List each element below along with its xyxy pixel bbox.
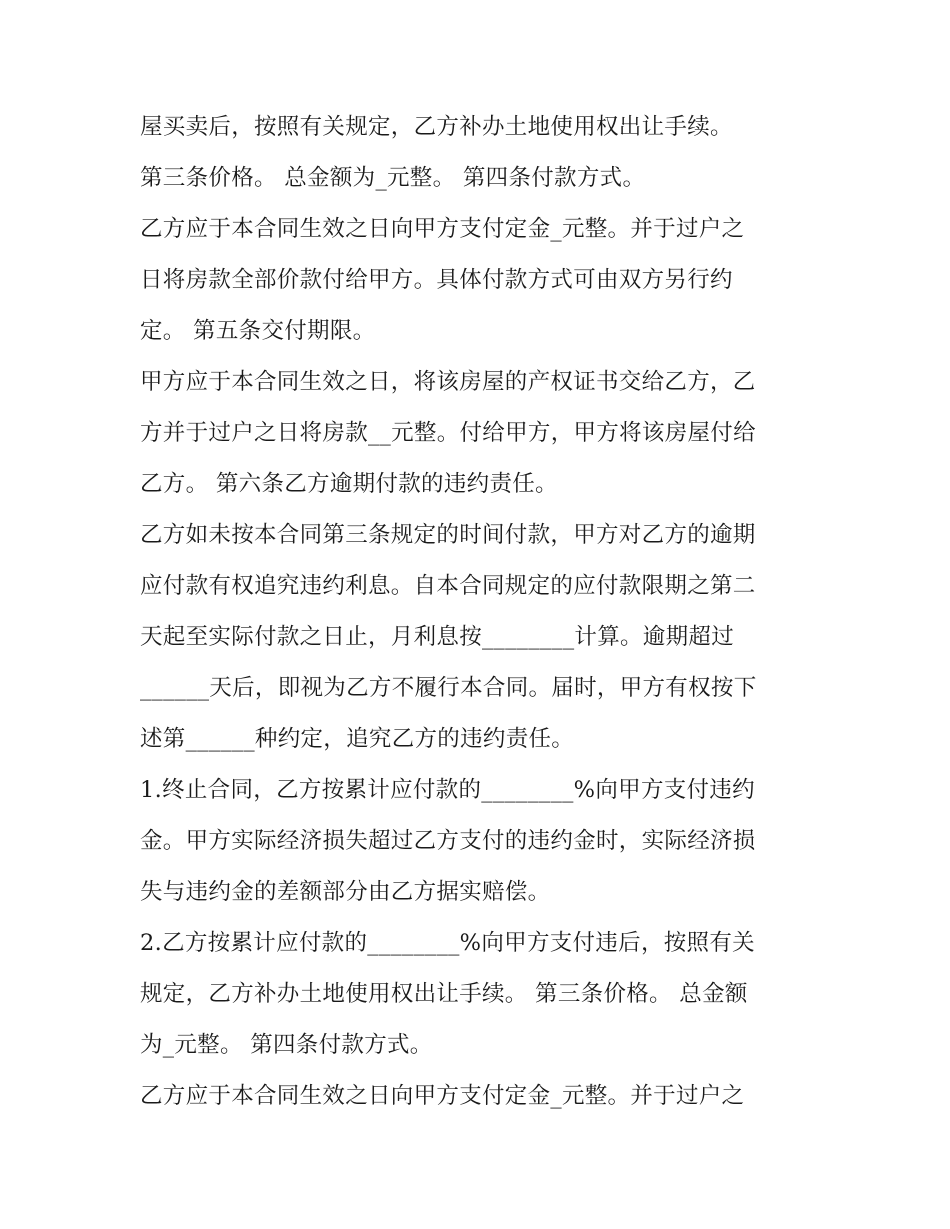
text-line: 应付款有权追究违约利息。自本合同规定的应付款限期之第二 <box>140 573 756 599</box>
text-line: 日将房款全部价款付给甲方。具体付款方式可由双方另行约 <box>140 267 733 293</box>
text-line: 金。甲方实际经济损失超过乙方支付的违约金时，实际经济损 <box>140 828 756 854</box>
text-line: 定。 第五条交付期限。 <box>140 318 376 344</box>
text-line: 天起至实际付款之日止，月利息按________计算。逾期超过 <box>140 624 735 650</box>
text-line: 乙方如未按本合同第三条规定的时间付款，甲方对乙方的逾期 <box>140 522 756 548</box>
text-line: 乙方应于本合同生效之日向甲方支付定金_元整。并于过户之 <box>140 216 745 242</box>
text-line: 规定，乙方补办土地使用权出让手续。 第三条价格。 总金额 <box>140 981 748 1007</box>
text-line: 为_元整。 第四条付款方式。 <box>140 1032 433 1058</box>
text-line: 方并于过户之日将房款__元整。付给甲方，甲方将该房屋付给 <box>140 420 756 446</box>
document-body <box>140 102 820 1122</box>
text-line: 失与违约金的差额部分由乙方据实赔偿。 <box>140 879 551 905</box>
text-line: 乙方。 第六条乙方逾期付款的违约责任。 <box>140 471 558 497</box>
text-line: 第三条价格。 总金额为_元整。 第四条付款方式。 <box>140 165 646 191</box>
text-line: 2.乙方按累计应付款的________%向甲方支付违后，按照有关 <box>140 930 755 956</box>
text-line: ______天后，即视为乙方不履行本合同。届时，甲方有权按下 <box>140 675 757 701</box>
text-line: 甲方应于本合同生效之日，将该房屋的产权证书交给乙方，乙 <box>140 369 756 395</box>
text-line: 1.终止合同，乙方按累计应付款的________%向甲方支付违约 <box>140 777 755 803</box>
text-line: 述第______种约定，追究乙方的违约责任。 <box>140 726 575 752</box>
text-line: 乙方应于本合同生效之日向甲方支付定金_元整。并于过户之 <box>140 1083 745 1109</box>
text-line: 屋买卖后，按照有关规定，乙方补办土地使用权出让手续。 <box>140 114 733 140</box>
